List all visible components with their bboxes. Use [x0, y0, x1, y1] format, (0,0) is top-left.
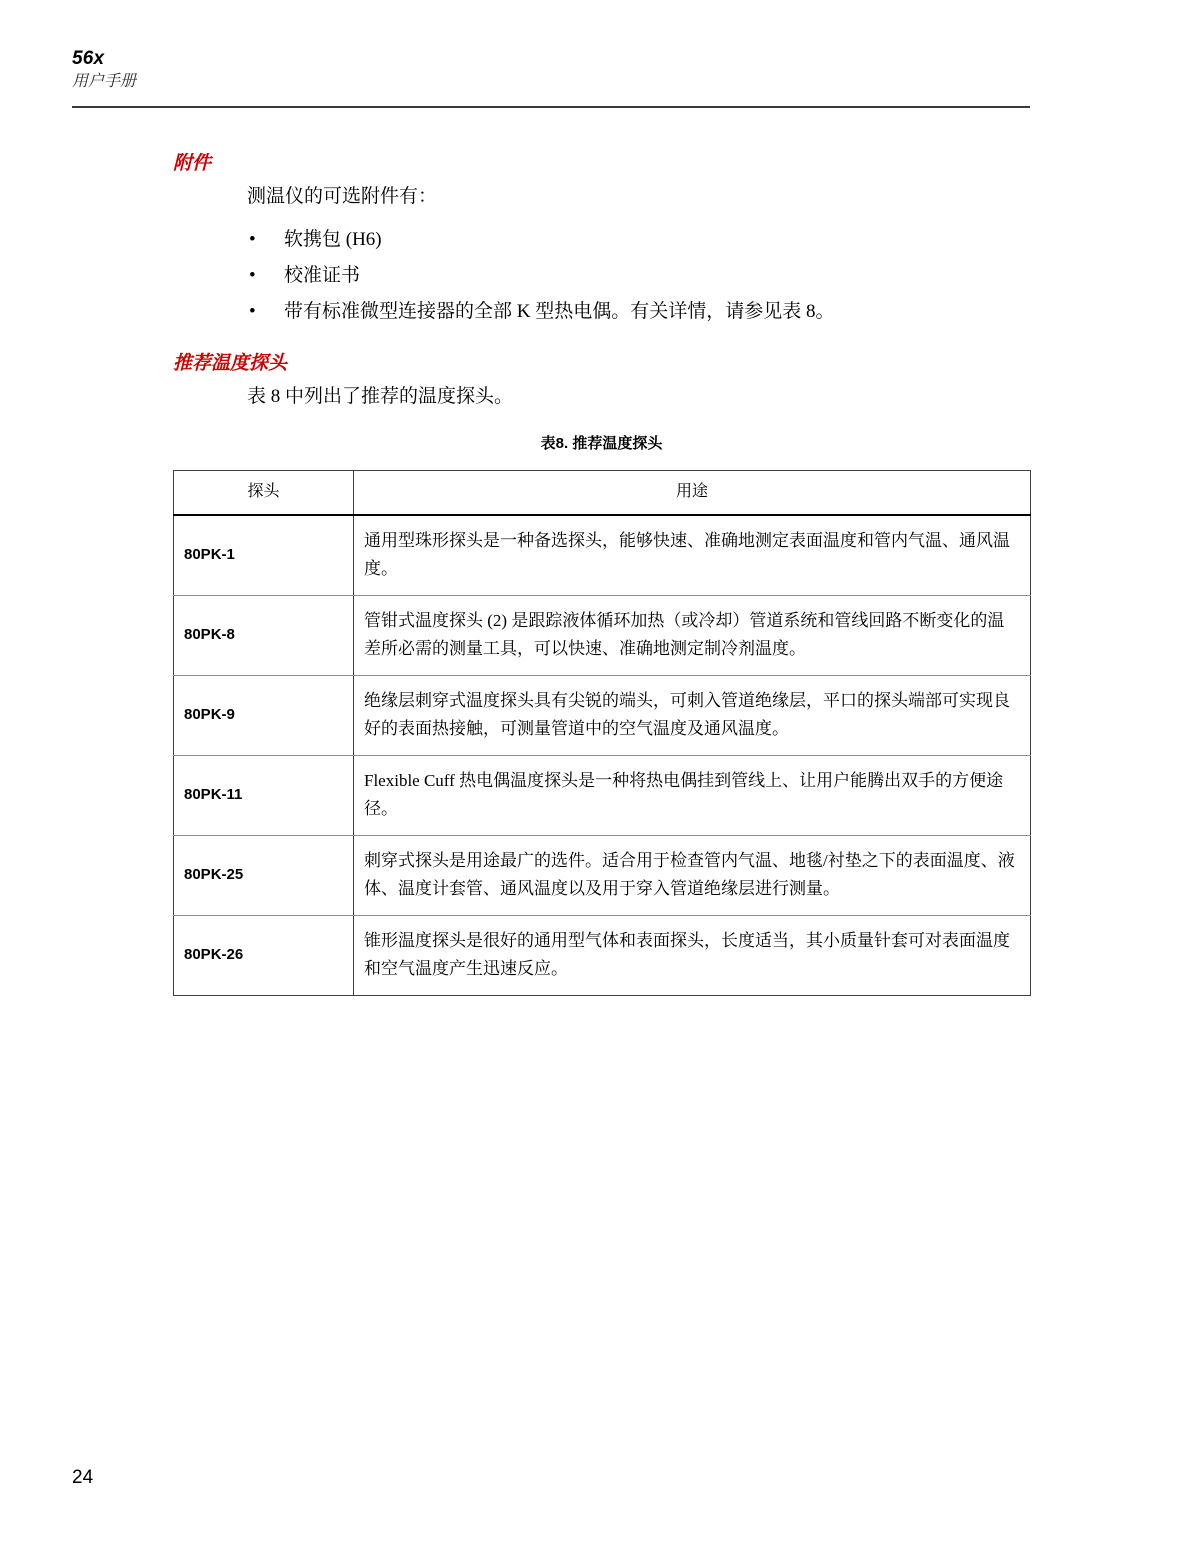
- table-row: [174, 596, 1031, 676]
- table-row: [174, 836, 1031, 916]
- cell-probe-use: 管钳式温度探头 (2) 是跟踪液体循环加热（或冷却）管道系统和管线回路不断变化的温差所必需的测量工具，可以快速、准确地测定制冷剂温度。: [354, 596, 1031, 676]
- table-row: [174, 676, 1031, 756]
- bullet-dot-icon: •: [249, 301, 256, 322]
- table-row: [174, 756, 1031, 836]
- cell-probe-use: 通用型珠形探头是一种备选探头，能够快速、准确地测定表面温度和管内气温、通风温度。: [354, 515, 1031, 596]
- table-body: [174, 515, 1031, 996]
- cell-probe-name: 80PK-26: [174, 916, 354, 996]
- header-model-number: 56x: [72, 48, 105, 69]
- cell-probe-use: 绝缘层刺穿式温度探头具有尖锐的端头，可刺入管道绝缘层，平口的探头端部可实现良好的表面热接触，可测量管道中的空气温度及通风温度。: [354, 676, 1031, 756]
- accessories-bullet-list: [247, 222, 1007, 330]
- bullet-dot-icon: •: [249, 265, 256, 286]
- recommended-probes-table: [173, 470, 1031, 996]
- cell-probe-name: 80PK-8: [174, 596, 354, 676]
- section-heading-accessories: 附件: [173, 153, 212, 174]
- cell-probe-name: 80PK-9: [174, 676, 354, 756]
- page-number: 24: [72, 1467, 94, 1488]
- probes-intro-paragraph: 表 8 中列出了推荐的温度探头。: [247, 386, 514, 407]
- list-item-label: 软携包 (H6): [284, 229, 382, 250]
- table-head: [174, 471, 1031, 516]
- list-item-label: 带有标准微型连接器的全部 K 型热电偶。有关详情，请参见表 8。: [284, 301, 835, 322]
- list-item: [247, 258, 1007, 294]
- cell-probe-name: 80PK-11: [174, 756, 354, 836]
- table-header-row: [174, 471, 1031, 516]
- cell-probe-use: 锥形温度探头是很好的通用型气体和表面探头，长度适当，其小质量针套可对表面温度和空气温度产生迅速反应。: [354, 916, 1031, 996]
- page-header: [72, 48, 1030, 92]
- column-header-probe: 探头: [174, 471, 354, 516]
- cell-probe-use: 刺穿式探头是用途最广的选件。适合用于检查管内气温、地毯/衬垫之下的表面温度、液体、温度计套管、通风温度以及用于穿入管道绝缘层进行测量。: [354, 836, 1031, 916]
- cell-probe-use: Flexible Cuff 热电偶温度探头是一种将热电偶挂到管线上、让用户能腾出双手的方便途径。: [354, 756, 1031, 836]
- bullet-dot-icon: •: [249, 229, 256, 250]
- list-item: [247, 222, 1007, 258]
- header-divider-rule: [72, 106, 1030, 108]
- column-header-use: 用途: [354, 471, 1031, 516]
- cell-probe-name: 80PK-1: [174, 515, 354, 596]
- table-row: [174, 916, 1031, 996]
- table-caption: 表8. 推荐温度探头: [540, 435, 663, 452]
- list-item-label: 校准证书: [284, 265, 361, 286]
- table-row: [174, 515, 1031, 596]
- list-item: [247, 294, 1007, 330]
- accessories-intro-paragraph: 测温仪的可选附件有：: [247, 186, 438, 207]
- section-heading-recommended-probes: 推荐温度探头: [173, 353, 288, 374]
- cell-probe-name: 80PK-25: [174, 836, 354, 916]
- header-document-subtitle: 用户手册: [72, 73, 137, 90]
